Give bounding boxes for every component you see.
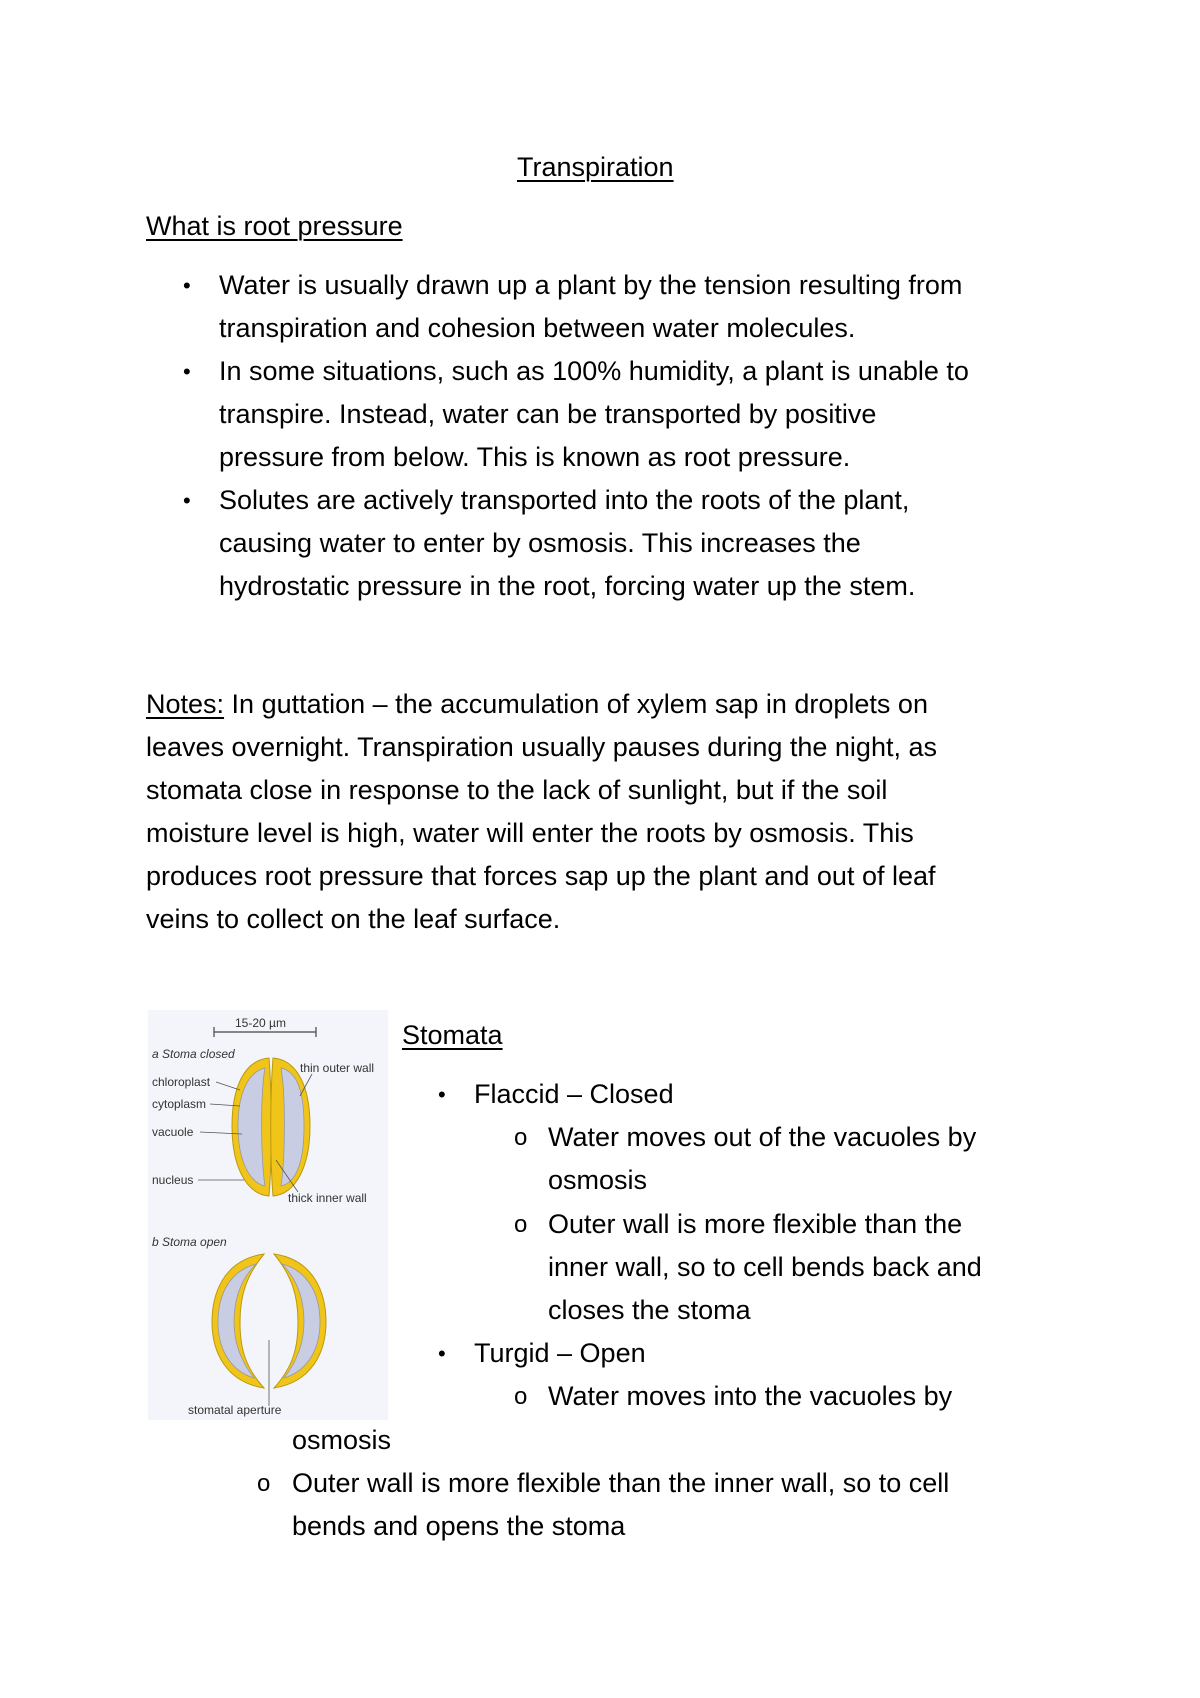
flaccid-sub-2-line-1: Outer wall is more flexible than the: [548, 1209, 963, 1239]
flaccid-sub-2-icon: o: [514, 1211, 528, 1238]
notes-line-1: [146, 683, 928, 726]
label-nucleus: nucleus: [152, 1173, 194, 1187]
root-bullet-2-line-1: In some situations, such as 100% humidity, a plant is unable to: [219, 356, 969, 386]
page-title: Transpiration: [517, 152, 674, 182]
flaccid-sub-1-line-1: Water moves out of the vacuoles by: [548, 1122, 977, 1152]
turgid-sub-1-line-1: Water moves into the vacuoles by: [548, 1381, 953, 1411]
flaccid-sub-2-line-3: closes the stoma: [548, 1295, 751, 1325]
label-vacuole: vacuole: [152, 1125, 194, 1139]
root-bullet-2-line-3: pressure from below. This is known as root pressure.: [219, 442, 851, 472]
stoma-diagram: [148, 1010, 388, 1420]
notes-label: Notes:: [146, 689, 225, 719]
turgid-sub-2-icon: o: [257, 1470, 271, 1497]
notes-line-2: leaves overnight. Transpiration usually pauses during the night, as: [146, 732, 937, 762]
root-bullet-3-line-1: Solutes are actively transported into the roots of the plant,: [219, 485, 910, 515]
root-bullet-1-line-2: transpiration and cohesion between water molecules.: [219, 313, 856, 343]
flaccid-sub-2-line-2: inner wall, so to cell bends back and: [548, 1252, 982, 1282]
root-bullet-3-line-3: hydrostatic pressure in the root, forcing water up the stem.: [219, 571, 916, 601]
notes-line-6: veins to collect on the leaf surface.: [146, 904, 561, 934]
turgid-sub-2-line-2: bends and opens the stoma: [292, 1511, 626, 1541]
root-bullet-2-line-2: transpire. Instead, water can be transported by positive: [219, 399, 877, 429]
notes-line-3: stomata close in response to the lack of sunlight, but if the soil: [146, 775, 888, 805]
notes-line-4: moisture level is high, water will enter the roots by osmosis. This: [146, 818, 914, 848]
flaccid-bullet-icon: •: [438, 1082, 446, 1107]
label-thick-inner-wall: thick inner wall: [288, 1191, 367, 1205]
flaccid-label: Flaccid – Closed: [474, 1079, 674, 1109]
bullet-3-icon: •: [183, 488, 191, 513]
flaccid-sub-1-line-2: osmosis: [548, 1165, 648, 1195]
root-bullet-3-line-2: causing water to enter by osmosis. This increases the: [219, 528, 861, 558]
turgid-sub-1-line-2: osmosis: [292, 1425, 392, 1455]
bullet-1-icon: •: [183, 273, 191, 298]
label-stomatal-aperture: stomatal aperture: [188, 1403, 282, 1417]
turgid-sub-2-line-1: Outer wall is more flexible than the inner wall, so to cell: [292, 1468, 950, 1498]
label-chloroplast: chloroplast: [152, 1075, 211, 1089]
turgid-label: Turgid – Open: [474, 1338, 646, 1368]
label-stoma-closed: a Stoma closed: [152, 1047, 235, 1061]
bullet-2-icon: •: [183, 359, 191, 384]
turgid-bullet-icon: •: [438, 1341, 446, 1366]
label-thin-outer-wall: thin outer wall: [300, 1061, 375, 1075]
scale-label: 15-20 µm: [235, 1016, 286, 1030]
stomata-heading: Stomata: [402, 1020, 503, 1050]
notes-text-1: In guttation – the accumulation of xylem sap in droplets on: [224, 689, 928, 719]
root-bullet-1-line-1: Water is usually drawn up a plant by the tension resulting from: [219, 270, 963, 300]
turgid-sub-1-icon: o: [514, 1383, 528, 1410]
flaccid-sub-1-icon: o: [514, 1124, 528, 1151]
notes-line-5: produces root pressure that forces sap up the plant and out of leaf: [146, 861, 936, 891]
label-stoma-open: b Stoma open: [152, 1235, 227, 1249]
label-cytoplasm: cytoplasm: [152, 1097, 207, 1111]
root-pressure-heading: What is root pressure: [146, 211, 403, 241]
